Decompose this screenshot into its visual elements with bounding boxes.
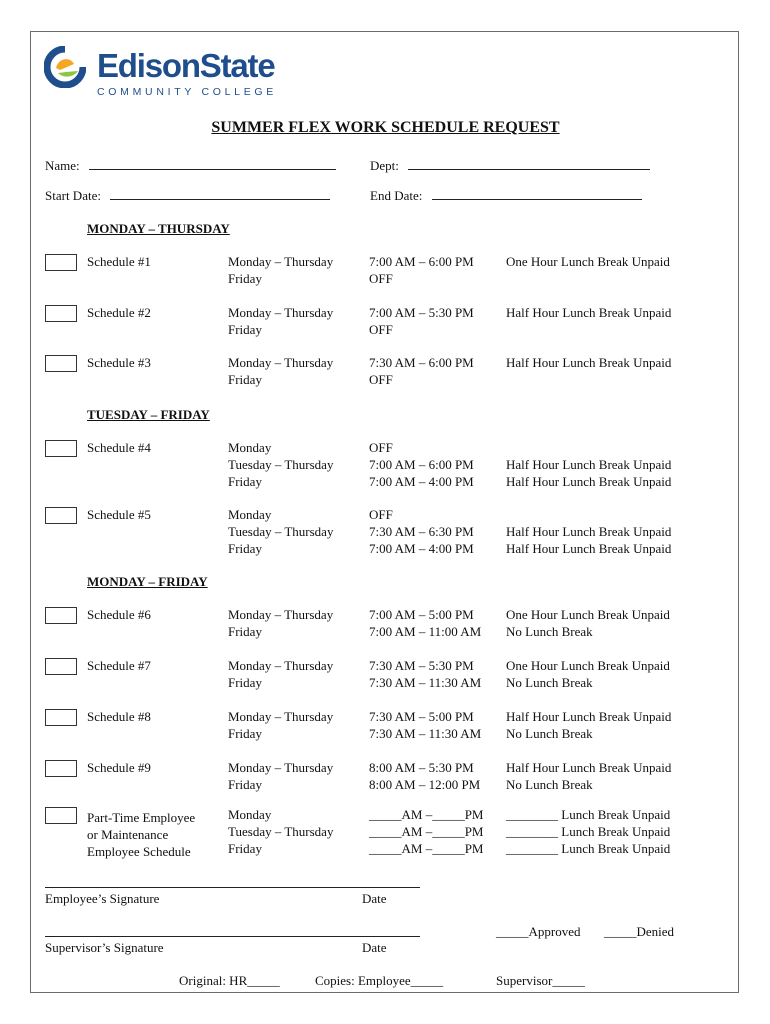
start-date-field[interactable] <box>45 187 330 204</box>
schedule-hours[interactable]: _____AM –_____PM <box>369 841 484 856</box>
schedule-label: Part-Time Employee or Maintenance Employee Schedule <box>87 810 196 859</box>
schedule-days: Friday <box>228 841 262 856</box>
schedule-label: Schedule #8 <box>87 709 151 724</box>
employee-date-label: Date <box>362 891 387 906</box>
schedule-lunch-note: Half Hour Lunch Break Unpaid <box>506 709 672 724</box>
schedule-hours: 7:30 AM – 6:00 PM <box>369 355 474 370</box>
footer-original-hr: Original: HR_____ <box>179 973 280 988</box>
schedule-checkbox[interactable] <box>45 709 77 726</box>
schedule-days: Friday <box>228 541 262 556</box>
schedule-hours: 7:00 AM – 11:00 AM <box>369 624 482 639</box>
section-tuesday-friday: TUESDAY – FRIDAY <box>87 407 210 422</box>
schedule-label: Schedule #6 <box>87 607 151 622</box>
schedule-lunch-note: Half Hour Lunch Break Unpaid <box>506 524 672 539</box>
schedule-lunch-note: No Lunch Break <box>506 675 593 690</box>
schedule-label: Schedule #3 <box>87 355 151 370</box>
schedule-days: Tuesday – Thursday <box>228 524 334 539</box>
schedule-hours[interactable]: _____AM –_____PM <box>369 824 484 839</box>
schedule-label: Schedule #7 <box>87 658 151 673</box>
schedule-lunch-note: Half Hour Lunch Break Unpaid <box>506 457 672 472</box>
employee-signature-line[interactable] <box>45 887 420 888</box>
schedule-lunch-note[interactable]: ________ Lunch Break Unpaid <box>506 841 671 856</box>
schedule-days: Monday <box>228 507 272 522</box>
supervisor-date-label: Date <box>362 940 387 955</box>
schedule-lunch-note[interactable]: ________ Lunch Break Unpaid <box>506 807 671 822</box>
schedule-hours: 7:30 AM – 5:30 PM <box>369 658 474 673</box>
name-field[interactable] <box>45 157 336 174</box>
schedule-hours: 7:00 AM – 4:00 PM <box>369 474 474 489</box>
schedule-label: Schedule #5 <box>87 507 151 522</box>
footer-copies-supervisor: Supervisor_____ <box>496 973 585 988</box>
supervisor-signature-line[interactable] <box>45 936 420 937</box>
schedule-hours: OFF <box>369 322 393 337</box>
schedule-days: Friday <box>228 271 262 286</box>
schedule-hours: 7:00 AM – 5:00 PM <box>369 607 474 622</box>
schedule-days: Friday <box>228 322 262 337</box>
schedule-hours: 7:30 AM – 11:30 AM <box>369 675 482 690</box>
schedule-label: Schedule #4 <box>87 440 151 455</box>
schedule-lunch-note: No Lunch Break <box>506 726 593 741</box>
schedule-lunch-note: Half Hour Lunch Break Unpaid <box>506 305 672 320</box>
schedule-days: Monday – Thursday <box>228 355 334 370</box>
schedule-lunch-note: One Hour Lunch Break Unpaid <box>506 254 670 269</box>
dept-label: Dept: <box>370 158 399 173</box>
section-monday-friday: MONDAY – FRIDAY <box>87 574 208 589</box>
schedule-hours: 7:30 AM – 5:00 PM <box>369 709 474 724</box>
schedule-hours: OFF <box>369 440 393 455</box>
schedule-lunch-note: Half Hour Lunch Break Unpaid <box>506 355 672 370</box>
end-date-field[interactable] <box>370 187 642 204</box>
schedule-hours: 8:00 AM – 12:00 PM <box>369 777 481 792</box>
schedule-lunch-note: One Hour Lunch Break Unpaid <box>506 607 670 622</box>
schedule-days: Friday <box>228 675 262 690</box>
schedule-days: Monday – Thursday <box>228 607 334 622</box>
start-date-label: Start Date: <box>45 188 101 203</box>
schedule-lunch-note: Half Hour Lunch Break Unpaid <box>506 474 672 489</box>
schedule-days: Friday <box>228 624 262 639</box>
schedule-days: Monday – Thursday <box>228 254 334 269</box>
schedule-label: Schedule #1 <box>87 254 151 269</box>
schedule-checkbox[interactable] <box>45 254 77 271</box>
footer-copies-employee: Copies: Employee_____ <box>315 973 444 988</box>
schedule-checkbox[interactable] <box>45 355 77 372</box>
schedule-hours: OFF <box>369 507 393 522</box>
supervisor-signature-label: Supervisor’s Signature <box>45 940 164 955</box>
schedule-lunch-note: Half Hour Lunch Break Unpaid <box>506 541 672 556</box>
dept-field[interactable] <box>370 157 650 174</box>
dept-input-line[interactable] <box>408 157 650 170</box>
schedule-hours: 7:30 AM – 6:30 PM <box>369 524 474 539</box>
schedule-days: Tuesday – Thursday <box>228 824 334 839</box>
schedule-days: Monday – Thursday <box>228 305 334 320</box>
schedule-checkbox[interactable] <box>45 760 77 777</box>
schedule-days: Monday <box>228 440 272 455</box>
schedule-days: Monday – Thursday <box>228 709 334 724</box>
start-date-input-line[interactable] <box>110 187 330 200</box>
college-logo-icon <box>44 46 86 88</box>
name-label: Name: <box>45 158 80 173</box>
form-page <box>30 31 739 993</box>
schedule-hours[interactable]: _____AM –_____PM <box>369 807 484 822</box>
schedule-checkbox[interactable] <box>45 440 77 457</box>
schedule-checkbox[interactable] <box>45 305 77 322</box>
schedule-hours: 7:00 AM – 6:00 PM <box>369 254 474 269</box>
name-input-line[interactable] <box>89 157 336 170</box>
schedule-lunch-note: Half Hour Lunch Break Unpaid <box>506 760 672 775</box>
schedule-lunch-note: No Lunch Break <box>506 624 593 639</box>
schedule-label: Schedule #2 <box>87 305 151 320</box>
schedule-hours: 7:00 AM – 5:30 PM <box>369 305 474 320</box>
schedule-checkbox[interactable] <box>45 658 77 675</box>
schedule-hours: 7:00 AM – 6:00 PM <box>369 457 474 472</box>
schedule-label: Schedule #9 <box>87 760 151 775</box>
schedule-lunch-note: No Lunch Break <box>506 777 593 792</box>
end-date-label: End Date: <box>370 188 423 203</box>
schedule-checkbox[interactable] <box>45 807 77 824</box>
schedule-hours: OFF <box>369 372 393 387</box>
college-logo-name: EdisonState <box>97 47 275 84</box>
schedule-hours: 7:30 AM – 11:30 AM <box>369 726 482 741</box>
schedule-days: Friday <box>228 726 262 741</box>
end-date-input-line[interactable] <box>432 187 642 200</box>
schedule-days: Monday <box>228 807 272 822</box>
schedule-hours: 8:00 AM – 5:30 PM <box>369 760 474 775</box>
section-monday-thursday: MONDAY – THURSDAY <box>87 221 230 236</box>
employee-signature-label: Employee’s Signature <box>45 891 160 906</box>
schedule-days: Friday <box>228 777 262 792</box>
schedule-hours: 7:00 AM – 4:00 PM <box>369 541 474 556</box>
schedule-hours: OFF <box>369 271 393 286</box>
approved-field[interactable]: _____Approved <box>496 924 581 939</box>
schedule-days: Monday – Thursday <box>228 658 334 673</box>
schedule-lunch-note: One Hour Lunch Break Unpaid <box>506 658 670 673</box>
form-title: SUMMER FLEX WORK SCHEDULE REQUEST <box>211 119 560 136</box>
schedule-checkbox[interactable] <box>45 607 77 624</box>
schedule-lunch-note[interactable]: ________ Lunch Break Unpaid <box>506 824 671 839</box>
schedule-days: Tuesday – Thursday <box>228 457 334 472</box>
college-logo-subtitle: COMMUNITY COLLEGE <box>97 86 277 98</box>
schedule-days: Friday <box>228 474 262 489</box>
denied-field[interactable]: _____Denied <box>604 924 675 939</box>
schedule-checkbox[interactable] <box>45 507 77 524</box>
schedule-days: Friday <box>228 372 262 387</box>
schedule-days: Monday – Thursday <box>228 760 334 775</box>
